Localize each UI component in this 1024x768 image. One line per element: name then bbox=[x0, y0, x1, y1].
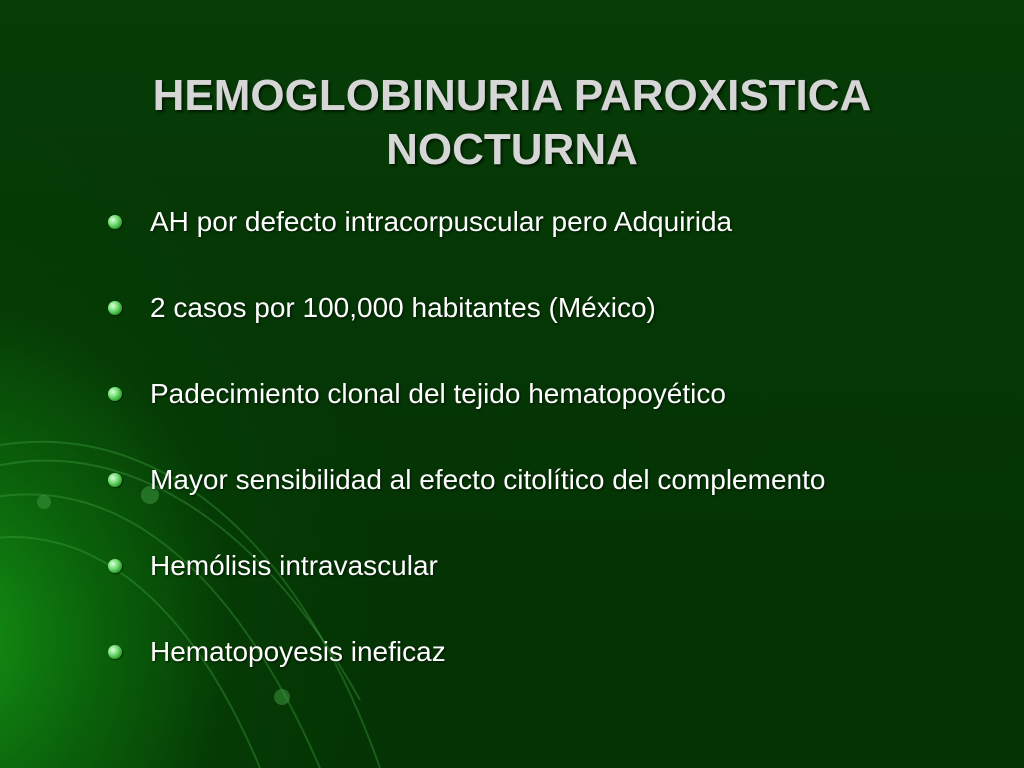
decorative-bubble bbox=[37, 495, 51, 509]
bullet-text: Hematopoyesis ineficaz bbox=[150, 636, 446, 667]
slide-title bbox=[60, 69, 964, 177]
bullet-dot-icon bbox=[108, 645, 122, 659]
bullet-dot-icon bbox=[108, 215, 122, 229]
bullet-item bbox=[108, 286, 988, 372]
bullet-text: AH por defecto intracorpuscular pero Adquirida bbox=[150, 206, 733, 237]
bullet-item bbox=[108, 630, 988, 716]
bullet-item bbox=[108, 544, 988, 630]
bullet-dot-icon bbox=[108, 559, 122, 573]
bullet-text: 2 casos por 100,000 habitantes (México) bbox=[150, 292, 656, 323]
slide-title-line-2: NOCTURNA bbox=[386, 125, 638, 175]
slide-title-line-1: HEMOGLOBINURIA PAROXISTICA bbox=[152, 71, 872, 121]
bullet-item bbox=[108, 200, 988, 286]
bullet-list bbox=[108, 200, 988, 716]
bullet-text: Hemólisis intravascular bbox=[150, 550, 438, 581]
bullet-item bbox=[108, 458, 988, 544]
bullet-item bbox=[108, 372, 988, 458]
bullet-dot-icon bbox=[108, 301, 122, 315]
bullet-dot-icon bbox=[108, 387, 122, 401]
bullet-dot-icon bbox=[108, 473, 122, 487]
bullet-text: Mayor sensibilidad al efecto citolítico del complemento bbox=[150, 464, 826, 495]
bullet-text: Padecimiento clonal del tejido hematopoyético bbox=[150, 378, 726, 409]
